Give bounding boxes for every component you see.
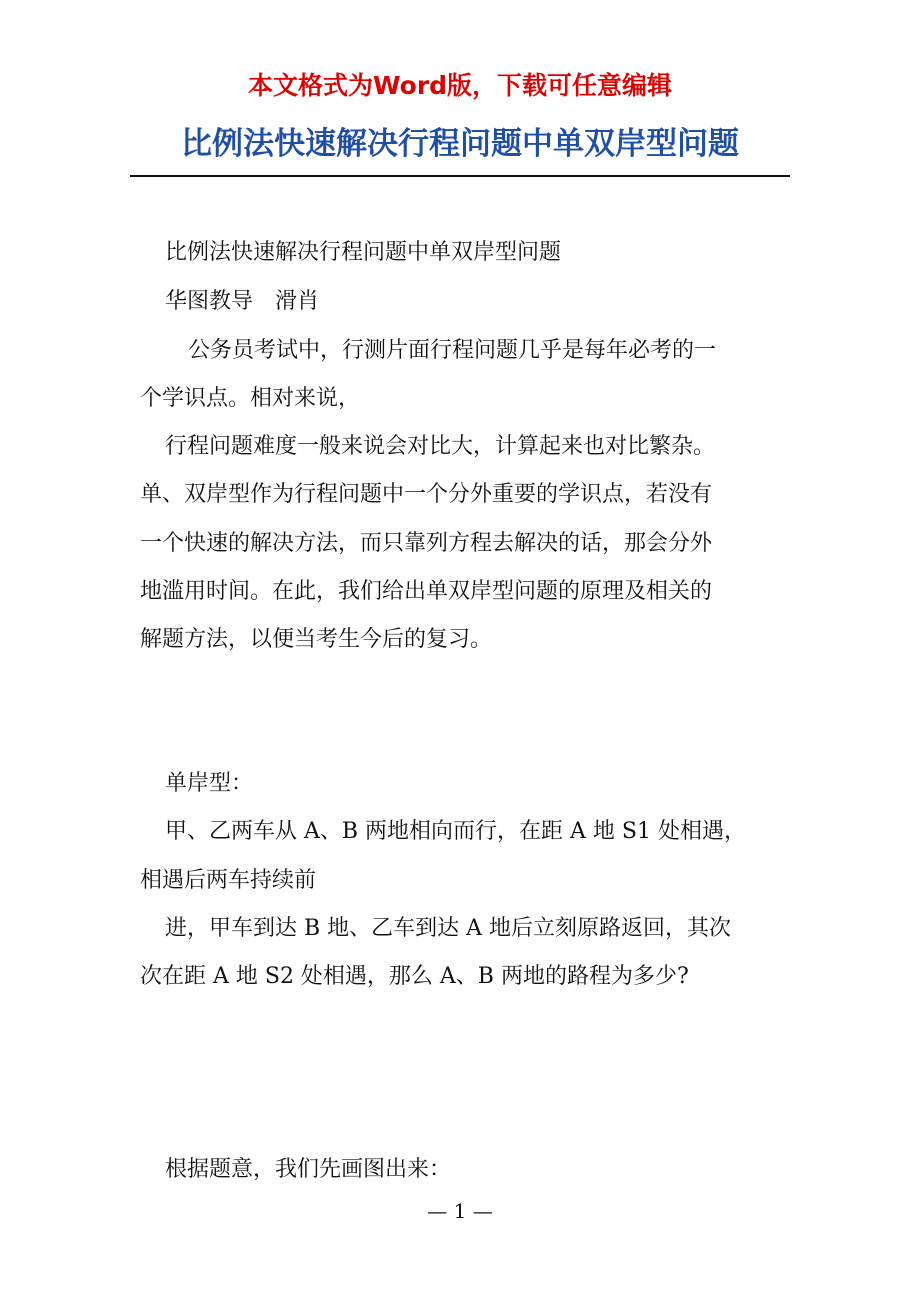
body-line: 甲、乙两车从 A、B 两地相向而行，在距 A 地 S1 处相遇， [165,819,746,844]
body-line-subtitle: 比例法快速解决行程问题中单双岸型问题 [165,240,562,265]
body-line: 一个快速的解决方法，而只靠列方程去解决的话，那会分外 [140,531,713,556]
body-line: 行程问题难度一般来说会对比大，计算起来也对比繁杂。 [165,434,716,459]
body-line: 地滥用时间。在此，我们给出单双岸型问题的原理及相关的 [140,579,713,604]
body-line: 公务员考试中，行测片面行程问题几乎是每年必考的一 [188,338,717,363]
page-number: — 1 — [427,1199,493,1223]
body-line: 单、双岸型作为行程问题中一个分外重要的学识点，若没有 [140,482,713,507]
body-line: 次在距 A 地 S2 处相遇，那么 A、B 两地的路程为多少? [140,964,689,989]
body-line-author: 华图教导 滑肖 [165,289,320,314]
body-line: 相遇后两车持续前 [140,868,317,893]
section-heading-single-shore: 单岸型： [165,771,254,796]
body-line: 根据题意，我们先画图出来： [165,1157,452,1182]
body-line: 解题方法，以便当考生今后的复习。 [140,627,493,652]
format-notice: 本文格式为Word版，下载可任意编辑 [247,71,673,100]
title-divider [130,175,790,177]
body-line: 进，甲车到达 B 地、乙车到达 A 地后立刻原路返回，其次 [165,916,732,941]
document-title: 比例法快速解决行程问题中单双岸型问题 [181,126,739,162]
body-line: 个学识点。相对来说， [140,386,361,411]
